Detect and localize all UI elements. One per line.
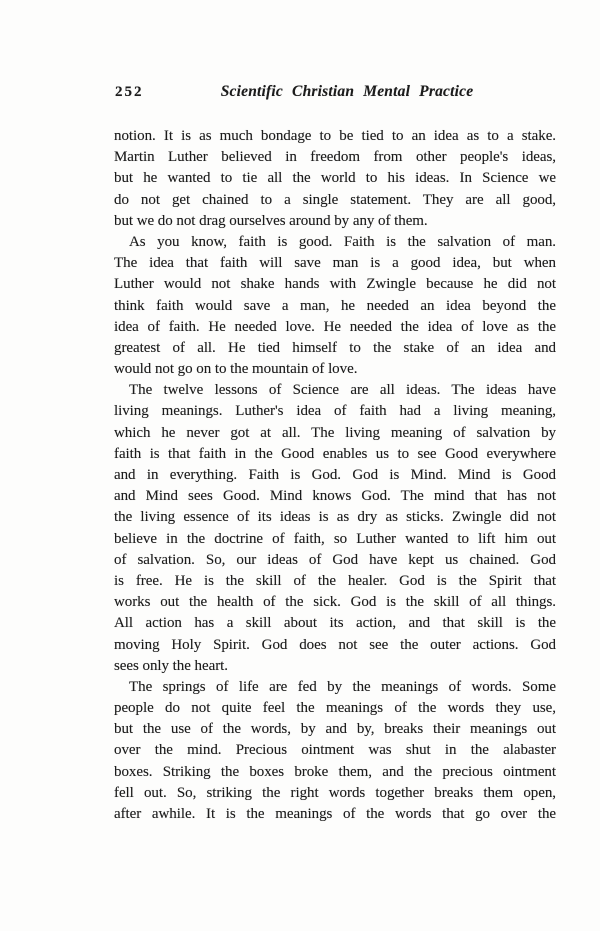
- text-line: but he wanted to tie all the world to his ideas. In Science we: [114, 170, 556, 187]
- text-line: Martin Luther believed in freedom from other people's ideas,: [114, 149, 556, 166]
- text-line: but the use of the words, by and by, breaks their meanings out: [114, 721, 556, 738]
- text-line: Luther would not shake hands with Zwingle because he did not: [114, 276, 556, 293]
- text-line: and in everything. Faith is God. God is Mind. Mind is Good: [114, 467, 556, 483]
- page-body: [114, 126, 556, 825]
- text-line: All action has a skill about its action, and that skill is the: [114, 615, 556, 632]
- text-line: would not go on to the mountain of love.: [114, 361, 358, 378]
- text-line: notion. It is as much bondage to be tied to an idea as to a stake.: [114, 128, 556, 144]
- text-line: after awhile. It is the meanings of the words that go over the: [114, 806, 556, 822]
- text-line: greatest of all. He tied himself to the stake of an idea and: [114, 339, 556, 356]
- text-line: of salvation. So, our ideas of God have kept us chained. God: [114, 551, 556, 568]
- text-line: faith is that faith in the Good enables us to see Good everywhere: [114, 445, 556, 462]
- text-line: moving Holy Spirit. God does not see the outer actions. God: [114, 636, 556, 653]
- text-line: The twelve lessons of Science are all ideas. The ideas have: [129, 382, 556, 399]
- text-line: over the mind. Precious ointment was shut in the alabaster: [114, 742, 556, 759]
- paragraph-4: [114, 677, 556, 825]
- text-line: is free. He is the skill of the healer. God is the Spirit that: [114, 572, 556, 589]
- paragraph-3: [114, 380, 556, 677]
- text-line: living meanings. Luther's idea of faith had a living meaning,: [114, 403, 556, 420]
- text-line: believe in the doctrine of faith, so Luther wanted to lift him out: [114, 530, 556, 547]
- text-line: The springs of life are fed by the meanings of words. Some: [129, 678, 556, 695]
- text-line: As you know, faith is good. Faith is the salvation of man.: [129, 233, 556, 250]
- text-line: the living essence of its ideas is as dry as sticks. Zwingle did not: [114, 509, 556, 526]
- running-title: Scientific Christian Mental Practice: [220, 83, 474, 100]
- text-line: fell out. So, striking the right words together breaks them open,: [114, 784, 556, 801]
- page-header: [114, 83, 556, 105]
- paragraph-1: [114, 126, 556, 232]
- text-line: works out the health of the sick. God is the skill of all things.: [114, 594, 556, 611]
- text-line: and Mind sees Good. Mind knows God. The mind that has not: [114, 488, 556, 505]
- text-line: think faith would save a man, he needed an idea beyond the: [114, 297, 556, 314]
- page-number: 252: [115, 84, 144, 100]
- text-line: sees only the heart.: [114, 657, 228, 674]
- text-line: which he never got at all. The living meaning of salvation by: [114, 424, 556, 441]
- paragraph-2: [114, 232, 556, 380]
- text-line: idea of faith. He needed love. He needed the idea of love as the: [114, 318, 556, 335]
- text-line: do not get chained to a single statement. They are all good,: [114, 191, 556, 208]
- text-line: boxes. Striking the boxes broke them, and the precious ointment: [114, 763, 556, 780]
- text-line: people do not quite feel the meanings of the words they use,: [114, 700, 556, 717]
- text-line: but we do not drag ourselves around by any of them.: [114, 212, 428, 229]
- text-line: The idea that faith will save man is a good idea, but when: [114, 255, 556, 272]
